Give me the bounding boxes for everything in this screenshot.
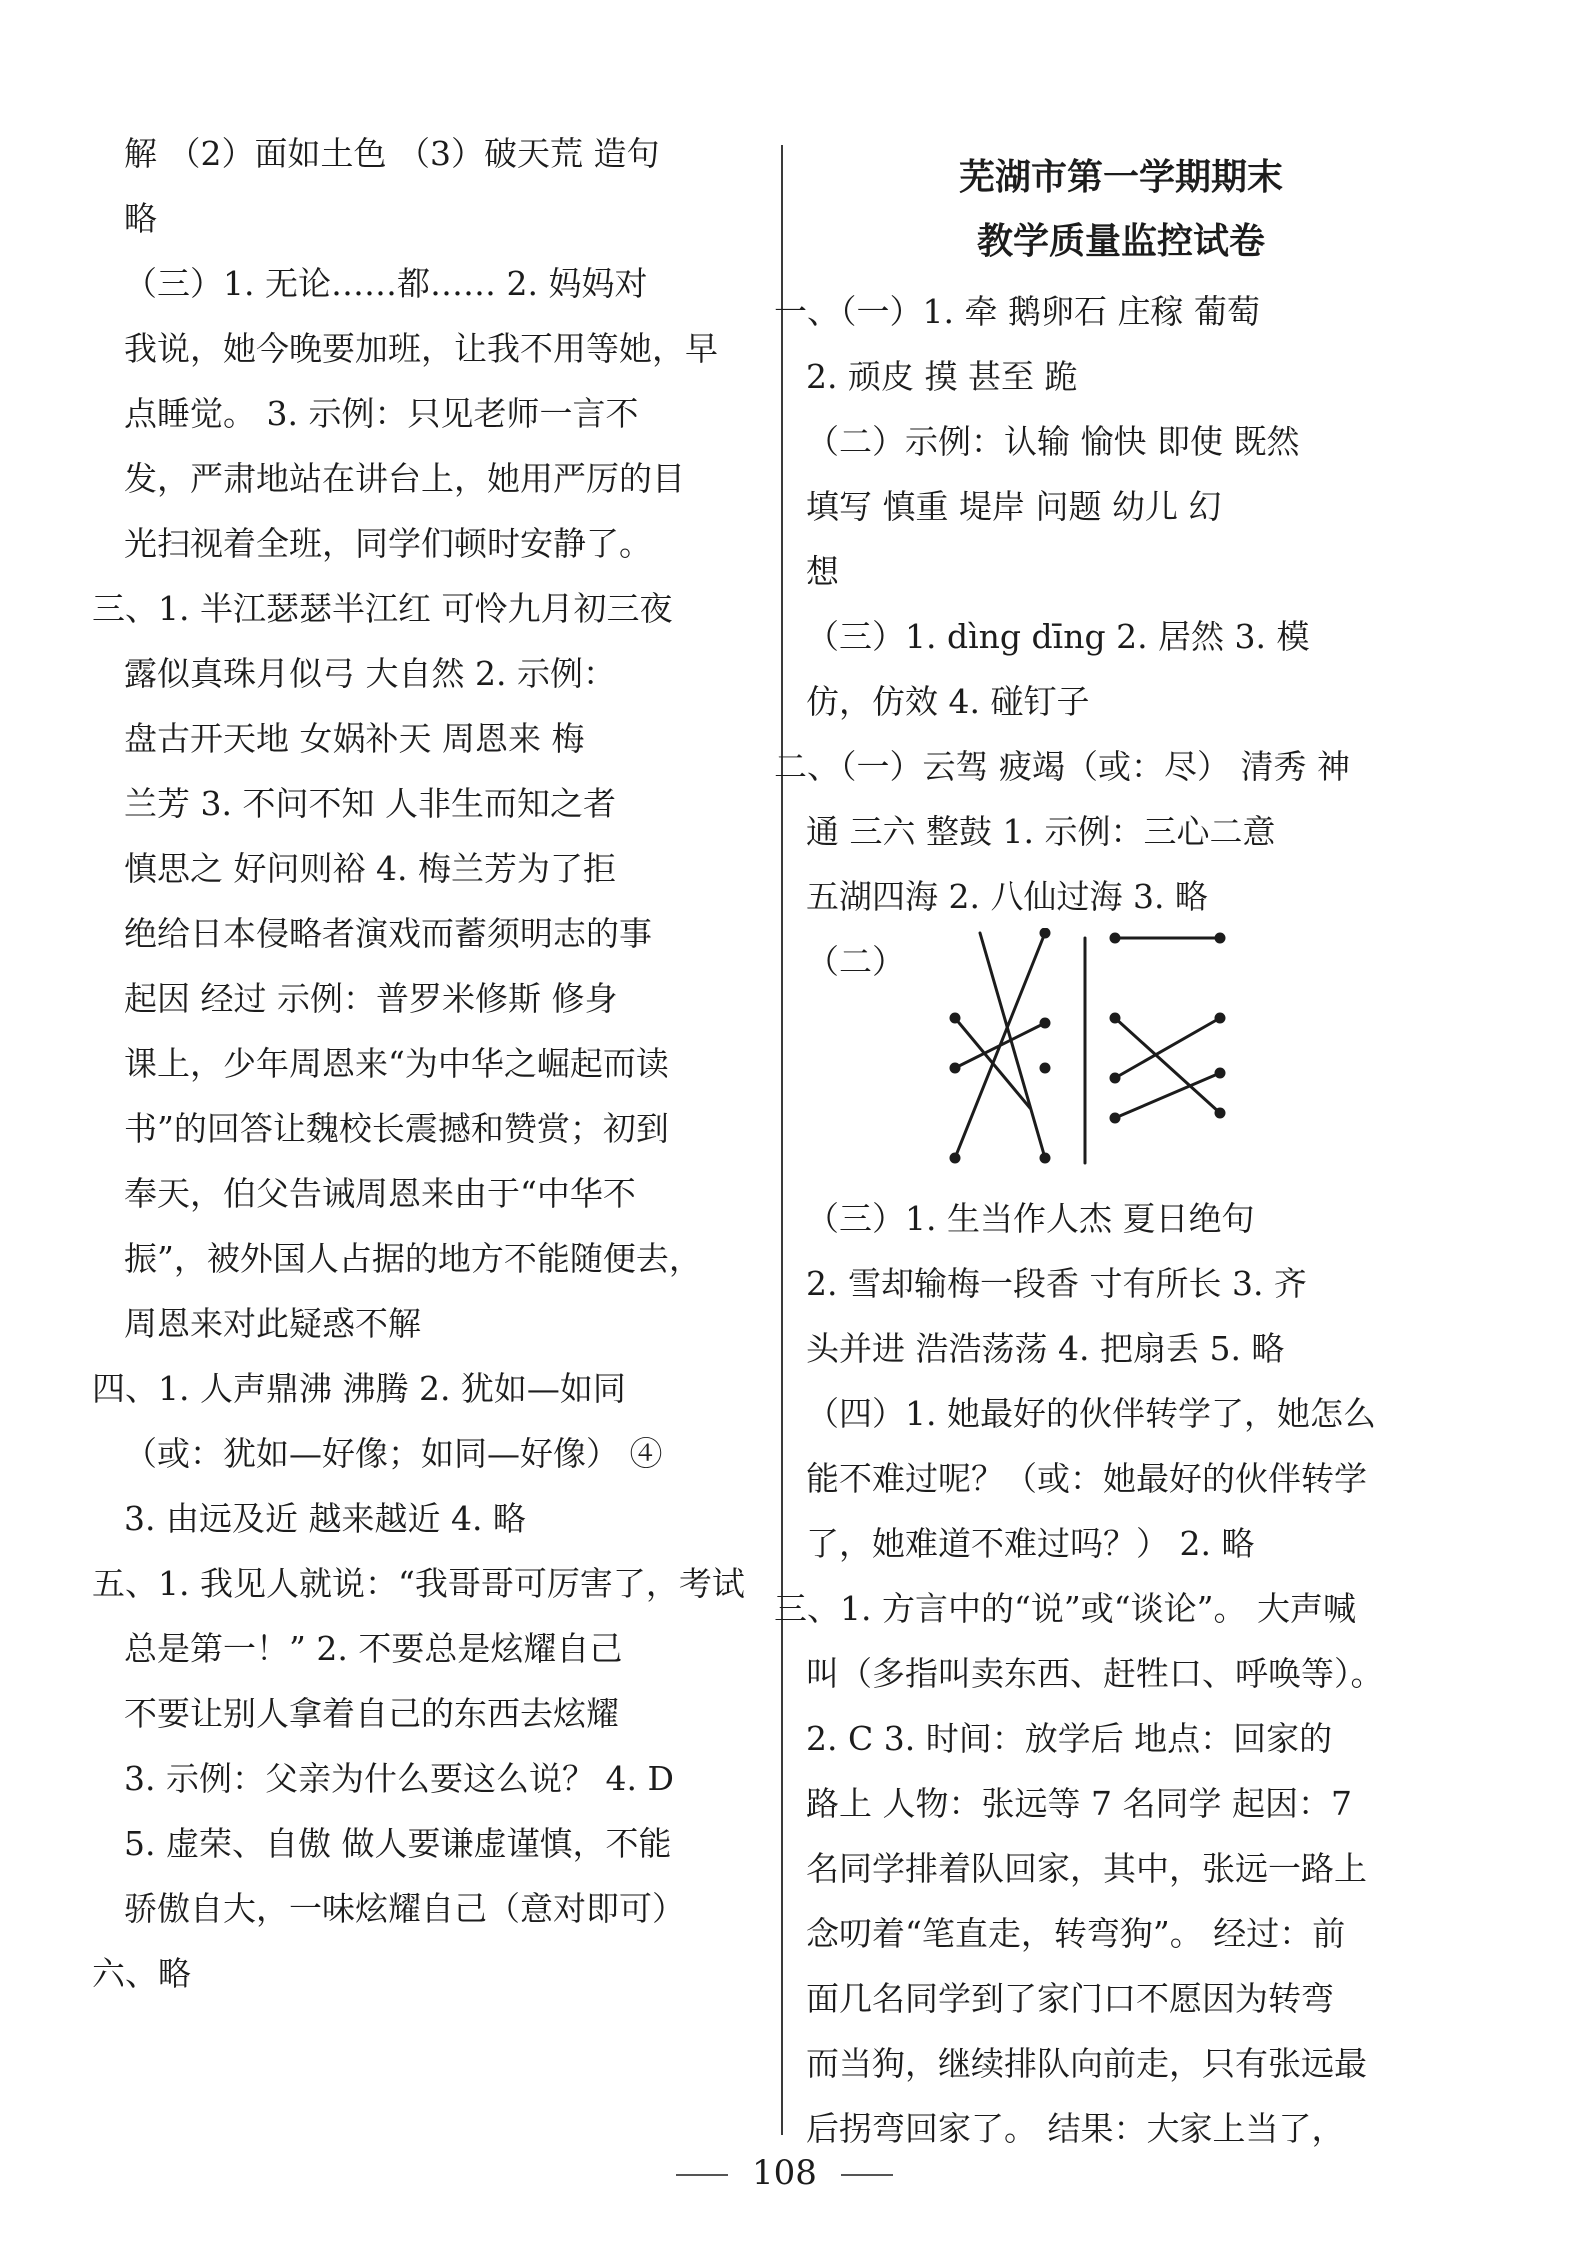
text-line: 点睡觉。 3. 示例：只见老师一言不: [124, 394, 639, 433]
text-line: （三）1. 生当作人杰 夏日绝句: [806, 1199, 1255, 1238]
text-line: 书”的回答让魏校长震撼和赞赏；初到: [124, 1109, 669, 1148]
text-line: （三）1. 无论……都…… 2. 妈妈对: [124, 264, 648, 303]
match-dot: [951, 1064, 959, 1072]
text-line: 慎思之 好问则裕 4. 梅兰芳为了拒: [124, 849, 616, 888]
text-line: 想: [806, 552, 839, 591]
text-line: 三、1. 半江瑟瑟半江红 可怜九月初三夜: [92, 589, 673, 628]
footer-dash: [676, 2174, 728, 2176]
text-line: 绝给日本侵略者演戏而蓄须明志的事: [124, 914, 652, 953]
match-line: [980, 933, 1045, 1158]
text-line: 课上，少年周恩来“为中华之崛起而读: [124, 1044, 669, 1083]
matching-lines-figure: [930, 928, 1260, 1168]
text-line: 三、1. 方言中的“说”或“谈论”。 大声喊: [774, 1589, 1356, 1628]
text-line: 盘古开天地 女娲补天 周恩来 梅: [124, 719, 585, 758]
text-line: 面几名同学到了家门口不愿因为转弯: [806, 1979, 1334, 2018]
section-title: 芜湖市第一学期期末: [958, 157, 1283, 198]
match-dot: [1216, 934, 1224, 942]
text-line: 兰芳 3. 不问不知 人非生而知之者: [124, 784, 616, 823]
text-line: （二）: [806, 942, 905, 981]
text-line: 解 （2）面如土色 （3）破天荒 造句: [124, 134, 660, 173]
text-line: 而当狗，继续排队向前走，只有张远最: [806, 2044, 1367, 2083]
page-number: 108: [752, 2153, 817, 2193]
text-line: （或：犹如—好像；如同—好像） ④: [124, 1434, 663, 1473]
text-line: 仿，仿效 4. 碰钉子: [806, 682, 1090, 721]
text-line: 念叨着“笔直走，转弯狗”。 经过：前: [806, 1914, 1346, 1953]
text-line: 二、（一）云驾 疲竭（或：尽） 清秀 神: [774, 747, 1350, 786]
text-line: 2. C 3. 时间：放学后 地点：回家的: [806, 1719, 1333, 1758]
text-line: 五湖四海 2. 八仙过海 3. 略: [806, 877, 1208, 916]
match-dot: [1111, 1014, 1119, 1022]
match-dot: [1111, 934, 1119, 942]
text-line: 名同学排着队回家，其中，张远一路上: [806, 1849, 1367, 1888]
match-line: [1115, 1073, 1220, 1118]
text-line: 四、1. 人声鼎沸 沸腾 2. 犹如—如同: [92, 1369, 626, 1408]
match-line: [955, 933, 1045, 1158]
match-dot: [1041, 929, 1049, 937]
text-line: 奉天，伯父告诫周恩来由于“中华不: [124, 1174, 636, 1213]
text-line: 光扫视着全班，同学们顿时安静了。: [124, 524, 652, 563]
match-line: [1115, 1018, 1220, 1113]
text-line: 5. 虚荣、自傲 做人要谦虚谨慎，不能: [124, 1824, 672, 1863]
match-line: [1115, 1018, 1220, 1078]
text-line: 发，严肃地站在讲台上，她用严厉的目: [124, 459, 685, 498]
page-footer: [0, 2148, 1569, 2198]
match-dot: [1041, 1154, 1049, 1162]
text-line: 能不难过呢？（或：她最好的伙伴转学: [806, 1459, 1367, 1498]
text-line: 2. 雪却输梅一段香 寸有所长 3. 齐: [806, 1264, 1307, 1303]
column-divider: [781, 145, 783, 2135]
text-line: （三）1. dìng dīng 2. 居然 3. 模: [806, 617, 1310, 656]
text-line: 叫（多指叫卖东西、赶牲口、呼唤等）。: [806, 1654, 1384, 1693]
match-dot: [1216, 1069, 1224, 1077]
footer-dash: [841, 2174, 893, 2176]
text-line: 填写 慎重 堤岸 问题 幼儿 幻: [806, 487, 1222, 526]
text-line: 3. 由远及近 越来越近 4. 略: [124, 1499, 526, 1538]
match-dot: [1041, 1064, 1049, 1072]
match-dot: [1111, 1114, 1119, 1122]
text-line: 头并进 浩浩荡荡 4. 把扇丢 5. 略: [806, 1329, 1285, 1368]
text-line: 五、1. 我见人就说：“我哥哥可厉害了，考试: [92, 1564, 745, 1603]
text-line: （四）1. 她最好的伙伴转学了，她怎么: [806, 1394, 1376, 1433]
match-dot: [951, 1014, 959, 1022]
text-line: 一、（一）1. 牵 鹅卵石 庄稼 葡萄: [774, 292, 1260, 331]
text-line: 路上 人物：张远等 7 名同学 起因：7: [806, 1784, 1352, 1823]
text-line: 通 三六 整鼓 1. 示例：三心二意: [806, 812, 1276, 851]
text-line: 振”，被外国人占据的地方不能随便去，: [124, 1239, 702, 1278]
text-line: 骄傲自大，一味炫耀自己（意对即可）: [124, 1889, 685, 1928]
match-dot: [1041, 1019, 1049, 1027]
match-dot: [951, 1154, 959, 1162]
section-title: 教学质量监控试卷: [976, 221, 1265, 262]
text-line: （二）示例：认输 愉快 即使 既然: [806, 422, 1300, 461]
text-line: 略: [124, 199, 157, 238]
text-line: 起因 经过 示例：普罗米修斯 修身: [124, 979, 618, 1018]
text-line: 后拐弯回家了。 结果：大家上当了，: [806, 2109, 1345, 2148]
match-dot: [1216, 1109, 1224, 1117]
match-dot: [1111, 1074, 1119, 1082]
text-line: 总是第一！” 2. 不要总是炫耀自己: [124, 1629, 623, 1668]
text-line: 2. 顽皮 摸 甚至 跪: [806, 357, 1078, 396]
text-line: 不要让别人拿着自己的东西去炫耀: [124, 1694, 619, 1733]
text-line: 我说，她今晚要加班，让我不用等她，早: [124, 329, 718, 368]
text-line: 3. 示例：父亲为什么要这么说？ 4. D: [124, 1759, 674, 1798]
text-line: 了，她难道不难过吗？） 2. 略: [806, 1524, 1255, 1563]
match-dot: [1216, 1014, 1224, 1022]
text-line: 露似真珠月似弓 大自然 2. 示例：: [124, 654, 616, 693]
text-line: 周恩来对此疑惑不解: [124, 1304, 421, 1343]
text-line: 六、略: [92, 1954, 191, 1993]
